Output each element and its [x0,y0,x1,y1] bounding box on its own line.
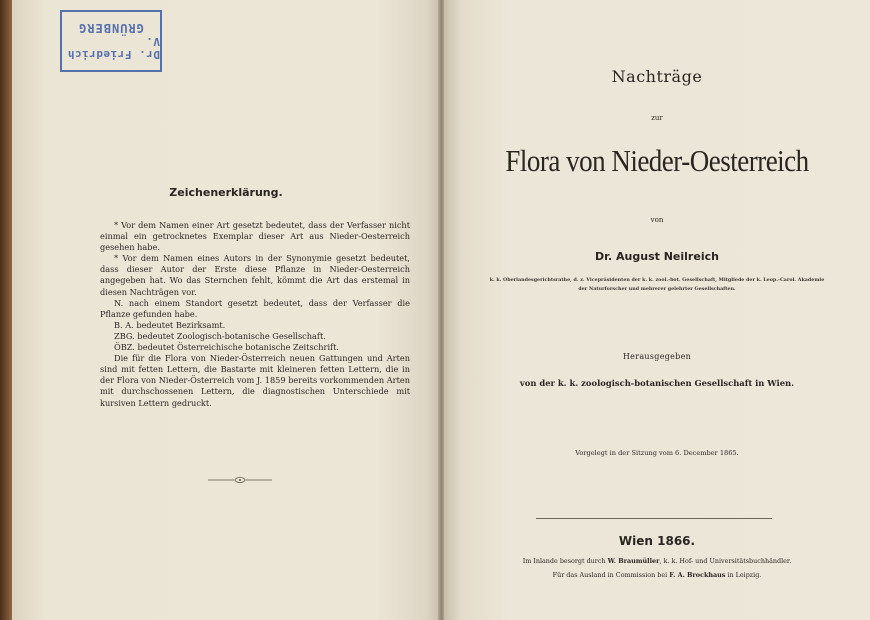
legend-paragraph: * Vor dem Namen eines Autors in der Synonymie gesetzt bedeutet, dass dieser Autor der Erste diese Pflanze in Nieder-Oesterreich angegeben hat. Wo das Sternchen fehlt, kömmt die Art das erstemal in diesen Nachträgen vor. [100,253,410,297]
publisher-1-name: W. Braumüller [607,557,660,565]
publisher-line-1 [444,557,870,565]
legend-heading: Zeichenerklärung. [169,186,283,199]
legend-paragraph: * Vor dem Namen einer Art gesetzt bedeutet, dass der Verfasser nicht einmal ein getrocknetes Exemplar dieser Art aus Nieder-Oesterreich gesehen habe. [100,220,410,253]
main-title: Flora von Nieder-Oesterreich [505,144,809,178]
presented-line: Vorgelegt in der Sitzung vom 6. December 1865. [575,449,739,457]
publisher-1-pre: Im Inlande besorgt durch [522,557,606,565]
publisher-2-post: in Leipzig. [727,571,762,579]
legend-paragraph: N. nach einem Standort gesetzt bedeutet, dass der Verfasser die Pflanze gefunden habe. [100,297,410,319]
by-line: von [650,216,664,224]
publisher-line-2 [444,571,870,579]
society-line: von der k. k. zoologisch-botanischen Gesellschaft in Wien. [519,378,795,388]
legend-paragraph: ÖBZ. bedeutet Österreichische botanische Zeitschrift. [114,342,339,353]
legend-paragraph: B. A. bedeutet Bezirksamt. [114,319,226,330]
legend-paragraph: ZBG. bedeutet Zoologisch-botanische Gesellschaft. [114,330,326,341]
title-nachtraege: Nachträge [611,67,703,86]
publisher-2-name: F. A. Brockhaus [669,571,726,579]
right-page [444,0,870,620]
stamp-line-1: Dr. Friedrich V. [67,35,160,61]
left-page [12,0,440,620]
publisher-2-pre: Für das Ausland in Commission bei [552,571,668,579]
legend-text [100,220,410,409]
title-zur: zur [651,114,663,122]
stamp-line-2: GRÜNBERG [78,21,144,35]
edited-label: Herausgegeben [622,352,692,361]
ornament-divider-icon [208,476,272,484]
author-credentials-1: k. k. Oberlandesgerichtsrathe, d. z. Vicepräsidenten der k. k. zool.-bot. Gesellschaft, Mitgliede der k. Leop.-Carol. Akademie [489,277,825,283]
city-year: Wien 1866. [618,534,696,548]
legend-paragraph: Die für die Flora von Nieder-Österreich neuen Gattungen und Arten sind mit fetten Lettern, die Bastarte mit kleineren fetten Lettern, die in der Flora von Nieder-Österreich vom J. 1859 bereits vorkommenden Arten mit durchschossenen Lettern, die diagnostischen Unterschiede mit kursiven Lettern gedruckt. [100,353,410,408]
separator-line [536,518,772,519]
publisher-1-post: , k. k. Hof- und Universitätsbuchhändler. [659,557,792,565]
author-name: Dr. August Neilreich [595,250,719,263]
library-stamp [60,10,162,72]
author-credentials-2: der Naturforscher und mehrerer gelehrter Gesellschaften. [578,286,736,292]
